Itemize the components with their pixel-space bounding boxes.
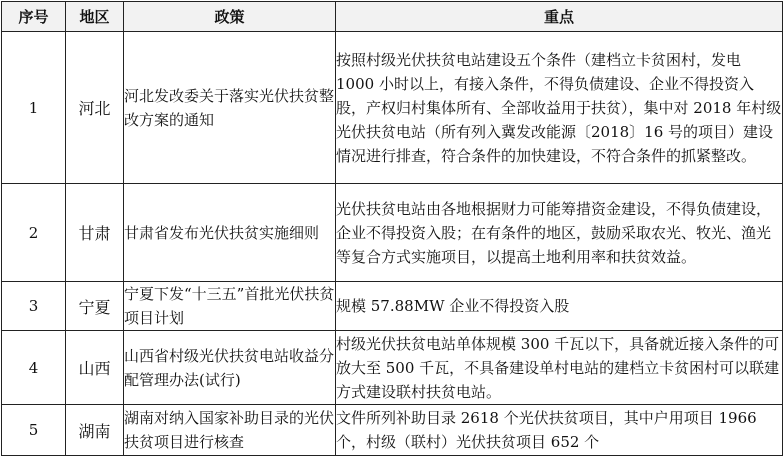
row-region: 湖南 <box>66 405 124 456</box>
header-num: 序号 <box>2 2 66 32</box>
row-region: 宁夏 <box>66 282 124 331</box>
row-focus: 按照村级光伏扶贫电站建设五个条件（建档立卡贫困村，发电 1000 小时以上，有接入条件，不得负债建设、企业不得投资入股，产权归村集体所有、全部收益用于扶贫），集中对 2018 年村级光伏扶贫电站（所有列入冀发改能源〔2018〕16 号的项目）建设情况进行排查，符合条件的加快建设，不符合条件的抓紧整改。 <box>336 32 783 184</box>
row-policy: 宁夏下发“十三五”首批光伏扶贫项目计划 <box>124 282 336 331</box>
header-region: 地区 <box>66 2 124 32</box>
table-row <box>2 32 783 184</box>
table-row <box>2 331 783 405</box>
row-num: 3 <box>2 282 66 331</box>
table-row <box>2 282 783 331</box>
row-region: 河北 <box>66 32 124 184</box>
table-row <box>2 184 783 282</box>
row-focus: 光伏扶贫电站由各地根据财力可能筹措资金建设，不得负债建设，企业不得投资入股；在有条件的地区，鼓励采取农光、牧光、渔光等复合方式实施项目，以提高土地利用率和扶贫效益。 <box>336 184 783 282</box>
row-policy: 甘肃省发布光伏扶贫实施细则 <box>124 184 336 282</box>
row-focus: 村级光伏扶贫电站单体规模 300 千瓦以下，具备就近接入条件的可放大至 500 千瓦，不具备建设单村电站的建档立卡贫困村可以联建方式建设联村扶贫电站。 <box>336 331 783 405</box>
row-focus: 文件所列补助目录 2618 个光伏扶贫项目，其中户用项目 1966 个，村级（联村）光伏扶贫项目 652 个 <box>336 405 783 456</box>
row-num: 2 <box>2 184 66 282</box>
header-policy: 政策 <box>124 2 336 32</box>
row-policy: 山西省村级光伏扶贫电站收益分配管理办法(试行) <box>124 331 336 405</box>
row-num: 5 <box>2 405 66 456</box>
row-num: 4 <box>2 331 66 405</box>
row-policy: 河北发改委关于落实光伏扶贫整改方案的通知 <box>124 32 336 184</box>
row-region: 甘肃 <box>66 184 124 282</box>
row-focus: 规模 57.88MW 企业不得投资入股 <box>336 282 783 331</box>
row-policy: 湖南对纳入国家补助目录的光伏扶贫项目进行核查 <box>124 405 336 456</box>
row-region: 山西 <box>66 331 124 405</box>
row-num: 1 <box>2 32 66 184</box>
header-row <box>2 2 783 32</box>
table-row <box>2 405 783 456</box>
header-focus: 重点 <box>336 2 783 32</box>
policy-table <box>1 1 783 456</box>
